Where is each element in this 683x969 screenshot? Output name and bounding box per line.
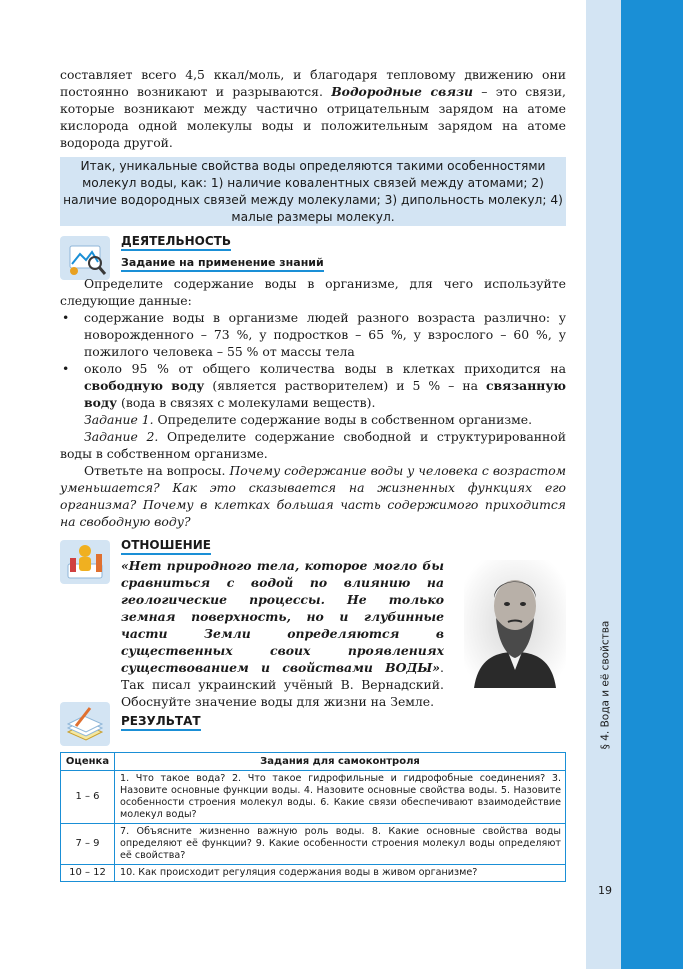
attitude-body xyxy=(60,557,444,710)
self-check-table xyxy=(60,752,566,882)
bullet-water-by-age: • содержание воды в организме людей разного возраста различно: у новорожденного – 73 %, у подростков – 65 %, у взрослого – 60 %, у пожилого человека – 55 % от массы тела xyxy=(60,309,566,360)
vernadsky-portrait xyxy=(464,560,566,688)
task-2: Задание 2. Определите содержание свободной и структурированной воды в собственном организме. xyxy=(60,429,566,461)
margin-stripe-accent xyxy=(621,0,683,969)
grade-cell: 10 – 12 xyxy=(61,865,115,882)
tasks-cell: 7. Объясните жизненно важную роль воды. 8. Какие основные свойства воды определяют её функции? 9. Какие особенности строения молекул воды определяют её свойства? xyxy=(115,824,566,865)
page-number: 19 xyxy=(598,884,612,897)
table-header-row xyxy=(61,753,566,771)
activity-bullets xyxy=(60,309,566,411)
questions: Ответьте на вопросы. Почему содержание воды у человека с возрастом уменьшается? Как это сказывается на жизненных функциях его организма? Почему в клетках большая часть содержимого приходится на свободную воду? xyxy=(60,463,566,529)
grade-cell: 7 – 9 xyxy=(61,824,115,865)
activity-subtitle: Задание на применение знаний xyxy=(121,256,324,272)
grade-cell: 1 – 6 xyxy=(61,771,115,824)
bullet-free-bound-water: • около 95 % от общего количества воды в клетках приходится на свободную воду (является растворителем) и 5 % – на связанную воду (вода в связях с молекулами веществ). xyxy=(60,360,566,411)
margin-stripe-light xyxy=(586,0,621,969)
chapter-side-label: § 4. Вода и её свойства xyxy=(599,620,611,750)
vernadsky-quote: «Нет природного тела, которое могло бы сравниться с водой по влиянию на геологические процессы. Не только земная поверхность, но и глубинные части Земли определяются в существенных своих проявлениях существованием и свойствами ВОДЫ» xyxy=(121,558,444,675)
table-row xyxy=(61,824,566,865)
tasks-cell: 10. Как происходит регуляция содержания воды в живом организме? xyxy=(115,865,566,882)
activity-title: ДЕЯТЕЛЬНОСТЬ xyxy=(121,234,231,251)
table-row xyxy=(61,771,566,824)
task-1: Задание 1. Определите содержание воды в собственном организме. xyxy=(84,412,533,427)
activity-lead: Определите содержание воды в организме, для чего используйте следующие данные: xyxy=(60,276,566,308)
result-title: РЕЗУЛЬТАТ xyxy=(121,714,201,731)
tasks-cell: 1. Что такое вода? 2. Что такое гидрофильные и гидрофобные соединения? 3. Назовите основные функции воды. 4. Назовите основные свойства воды. 5. Назовите особенности строения молекул воды. 6. Какие связи обеспечивают взаимодействие молекул воды? xyxy=(115,771,566,824)
attitude-task: . Так писал украинский учёный В. Вернадский. Обоснуйте значение воды для жизни на Земле. xyxy=(121,660,444,709)
intro-paragraph: составляет всего 4,5 ккал/моль, и благодаря тепловому движению они постоянно возникают и разрываются. Водородные связи – это связи, которые возникают между частично отрицательным зарядом на атоме кислорода одной молекулы воды и положительным зарядом на атоме водорода другой. xyxy=(60,67,566,150)
header-tasks: Задания для самоконтроля xyxy=(115,753,566,771)
table-row xyxy=(61,865,566,882)
term-hydrogen-bonds: Водородные связи xyxy=(331,84,474,99)
attitude-title: ОТНОШЕНИЕ xyxy=(121,538,211,555)
result-icon xyxy=(60,702,110,746)
activity-icon xyxy=(60,236,110,280)
summary-box: Итак, уникальные свойства воды определяются такими особенностями молекул воды, как: 1) наличие ковалентных связей между атомами; 2) наличие водородных связей между молекулами; 3) дипольность молекул; 4) малые размеры молекул. xyxy=(60,157,566,226)
header-grade: Оценка xyxy=(61,753,115,771)
activity-body xyxy=(60,275,566,530)
